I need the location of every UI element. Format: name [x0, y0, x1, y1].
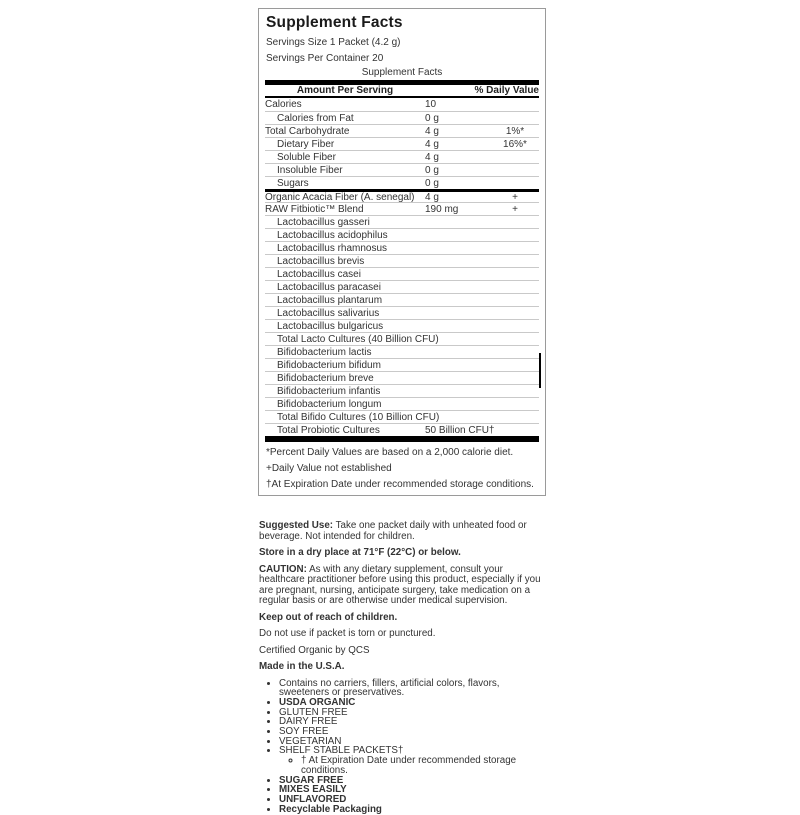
- table-row: [265, 215, 539, 228]
- table-row: [265, 319, 539, 332]
- table-row: [265, 111, 539, 124]
- row-label: Bifidobacterium bifidum: [277, 359, 381, 371]
- list-item-text: MIXES EASILY: [279, 784, 347, 796]
- row-amount: 4 g: [425, 138, 439, 150]
- list-item-text: SUGAR FREE: [279, 774, 344, 786]
- row-dv: 1%*: [505, 125, 525, 137]
- panel-title: Supplement Facts: [266, 14, 403, 31]
- row-label: Lactobacillus paracasei: [277, 281, 381, 293]
- table-row: [265, 254, 539, 267]
- list-item: [279, 805, 548, 815]
- table-row: [265, 332, 539, 345]
- table-row: [265, 137, 539, 150]
- scan-artifact-line: [539, 353, 541, 388]
- row-amount: 4 g: [425, 191, 439, 203]
- paragraph-text: Keep out of reach of children.: [259, 611, 398, 623]
- row-label: Bifidobacterium longum: [277, 398, 382, 410]
- row-label: Bifidobacterium breve: [277, 372, 374, 384]
- info-paragraph: [259, 565, 548, 607]
- table-row: [265, 228, 539, 241]
- table-row: [265, 397, 539, 410]
- row-amount: 50 Billion CFU†: [425, 424, 495, 436]
- row-dv: 16%*: [503, 138, 527, 150]
- table-row: [265, 163, 539, 176]
- row-amount: 10: [425, 99, 437, 110]
- info-paragraph: [259, 629, 548, 640]
- row-label: Insoluble Fiber: [277, 164, 343, 176]
- table-row: [265, 176, 539, 189]
- footnote: *Percent Daily Values are based on a 2,000 calorie diet.: [266, 447, 514, 458]
- list-item-text: DAIRY FREE: [279, 716, 338, 728]
- row-amount: 0 g: [425, 177, 439, 189]
- column-header-amount-per-serving: Amount Per Serving: [296, 85, 394, 96]
- row-label: Organic Acacia Fiber (A. senegal): [265, 191, 415, 203]
- list-item-text: SOY FREE: [279, 726, 329, 738]
- info-paragraph: [259, 613, 548, 624]
- info-section: [259, 521, 548, 814]
- row-amount: 4 g: [425, 151, 439, 163]
- row-label: Bifidobacterium lactis: [277, 346, 372, 358]
- paragraph-text: Take one packet daily with unheated food or beverage. Not intended for children.: [259, 520, 527, 542]
- row-label: Total Bifido Cultures (10 Billion CFU): [277, 411, 440, 423]
- features-bullet-list: [267, 679, 548, 815]
- list-item-text: VEGETARIAN: [279, 735, 342, 747]
- table-row: [265, 280, 539, 293]
- paragraph-lead-in: Suggested Use:: [259, 520, 334, 531]
- table-row: [265, 371, 539, 384]
- row-label: Total Lacto Cultures (40 Billion CFU): [277, 333, 439, 345]
- table-row: [265, 358, 539, 371]
- row-label: Lactobacillus bulgaricus: [277, 320, 384, 332]
- row-label: Lactobacillus plantarum: [277, 294, 383, 306]
- row-label: Lactobacillus casei: [277, 268, 361, 280]
- row-label: Lactobacillus brevis: [277, 255, 365, 267]
- list-item-text: Contains no carriers, fillers, artificial colors, flavors, sweeteners or preservatives.: [279, 677, 500, 699]
- table-row: [265, 423, 539, 436]
- paragraph-text: Store in a dry place at 71°F (22°C) or below.: [259, 547, 461, 558]
- table-row: [265, 384, 539, 397]
- row-label: Lactobacillus gasseri: [277, 216, 370, 228]
- table-row: [265, 410, 539, 423]
- table-row: [265, 293, 539, 306]
- info-paragraphs: [259, 521, 548, 673]
- supplement-facts-panel: [258, 8, 546, 496]
- info-paragraph: [259, 548, 548, 559]
- list-item: [279, 679, 548, 698]
- row-label: Soluble Fiber: [277, 151, 336, 163]
- footnote: +Daily Value not established: [266, 463, 392, 474]
- facts-table-body: [265, 98, 539, 436]
- list-item-text: GLUTEN FREE: [279, 706, 348, 718]
- paragraph-text: Certified Organic by QCS: [259, 644, 370, 656]
- paragraph-lead-in: CAUTION:: [259, 563, 307, 575]
- row-label: Total Probiotic Cultures: [277, 424, 380, 436]
- row-dv: +: [512, 203, 518, 215]
- table-row: [265, 306, 539, 319]
- servings-per-container-line: Servings Per Container 20: [266, 53, 384, 64]
- footnotes-block: [265, 448, 539, 490]
- row-label: Dietary Fiber: [277, 138, 335, 150]
- serving-size-line: Servings Size 1 Packet (4.2 g): [266, 37, 401, 48]
- column-header-daily-value: % Daily Value: [474, 85, 539, 96]
- row-dv: +: [512, 191, 518, 203]
- row-label: Calories: [265, 99, 302, 110]
- row-label: Lactobacillus salivarius: [277, 307, 380, 319]
- row-label: Calories from Fat: [277, 112, 354, 124]
- table-header-row: [265, 85, 539, 98]
- divider-heavy-bottom: [265, 436, 539, 442]
- footnote: †At Expiration Date under recommended storage conditions.: [266, 479, 534, 490]
- list-item-text: Recyclable Packaging: [279, 803, 382, 815]
- table-row: [265, 189, 539, 202]
- row-label: Total Carbohydrate: [265, 125, 350, 137]
- row-label: Bifidobacterium infantis: [277, 385, 381, 397]
- info-paragraph: [259, 662, 548, 673]
- row-amount: 4 g: [425, 125, 439, 137]
- row-label: Lactobacillus acidophilus: [277, 229, 388, 241]
- row-amount: 190 mg: [425, 203, 459, 215]
- row-label: Sugars: [277, 177, 309, 189]
- row-amount: 0 g: [425, 164, 439, 176]
- row-label: RAW Fitbiotic™ Blend: [265, 203, 364, 215]
- list-item: [279, 746, 548, 775]
- table-row: [265, 267, 539, 280]
- paragraph-text: Made in the U.S.A.: [259, 661, 345, 672]
- table-row: [265, 345, 539, 358]
- paragraph-text: As with any dietary supplement, consult your healthcare practitioner before using this product, especially if you are pregnant, nursing, anticipate surgery, take medication on a regular basis or are otherwise under medical supervision.: [259, 563, 541, 606]
- table-row: [265, 241, 539, 254]
- table-row: [265, 98, 539, 111]
- sub-list-item: ◦ † At Expiration Date under recommended storage conditions.: [301, 756, 548, 775]
- table-row: [265, 202, 539, 215]
- info-paragraph: [259, 646, 548, 657]
- table-caption: Supplement Facts: [361, 67, 443, 78]
- paragraph-text: Do not use if packet is torn or punctured.: [259, 628, 436, 639]
- table-row: [265, 124, 539, 137]
- table-row: [265, 150, 539, 163]
- row-label: Lactobacillus rhamnosus: [277, 242, 388, 254]
- info-paragraph: [259, 521, 548, 542]
- row-amount: 0 g: [425, 112, 439, 124]
- list-item-text: UNFLAVORED: [279, 793, 347, 805]
- list-item-text: SHELF STABLE PACKETS†: [279, 745, 404, 757]
- list-item-text: USDA ORGANIC: [279, 696, 356, 708]
